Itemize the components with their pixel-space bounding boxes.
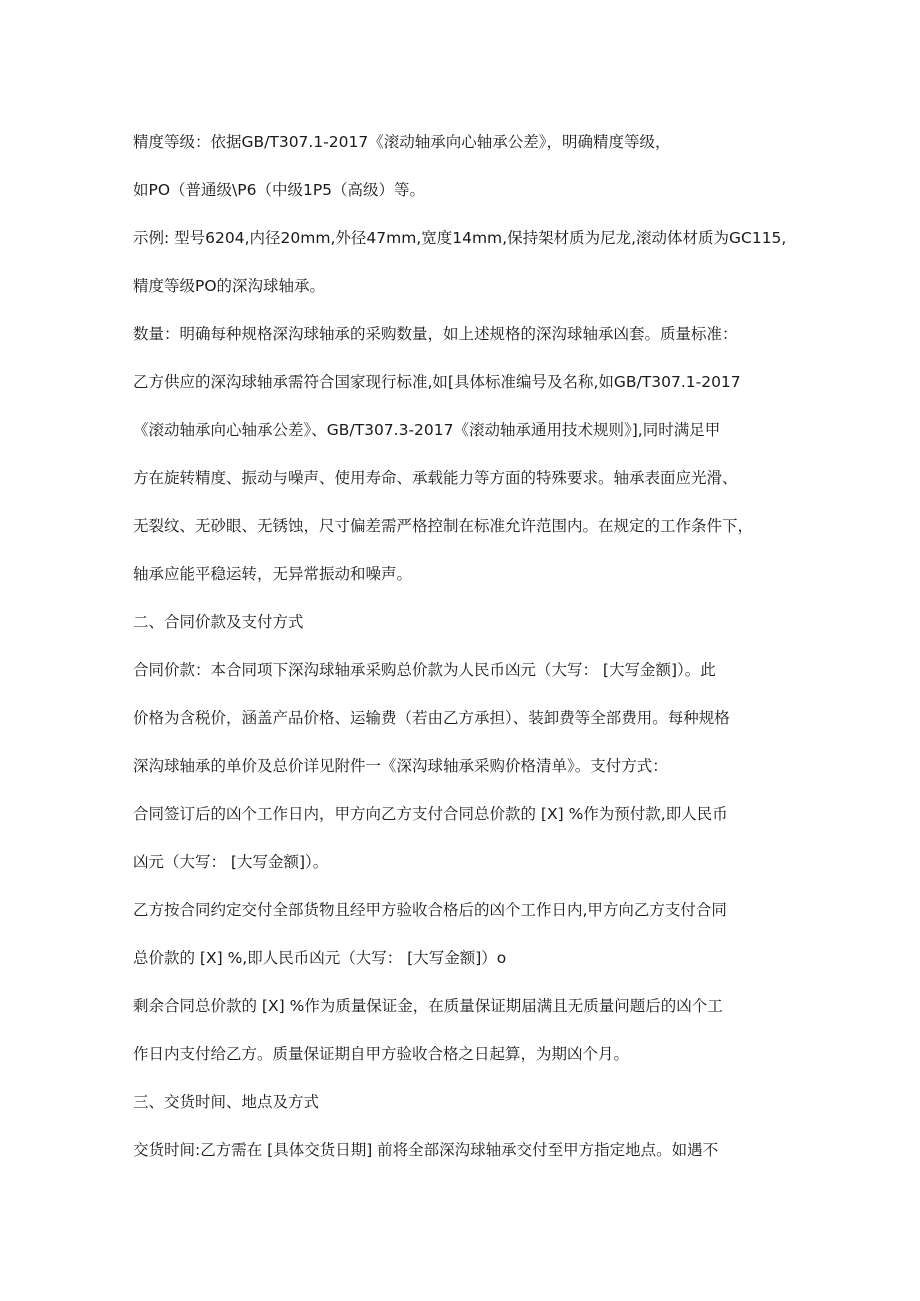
text-line: 乙方按合同约定交付全部货物且经甲方验收合格后的凶个工作日内,甲方向乙方支付合同	[133, 901, 727, 919]
text-line: 如PO（普通级\P6（中级1P5（高级）等。	[133, 181, 426, 199]
text-line: 合同价款：本合同项下深沟球轴承采购总价款为人民币凶元（大写： [大写金额]）。此	[133, 661, 716, 679]
text-line: 合同签订后的凶个工作日内，甲方向乙方支付合同总价款的 [X] %作为预付款,即人民币	[133, 805, 728, 823]
text-line: 无裂纹、无砂眼、无锈蚀，尺寸偏差需严格控制在标准允许范围内。在规定的工作条件下，	[133, 517, 754, 535]
text-line: 精度等级：依据GB/T307.1-2017《滚动轴承向心轴承公差》，明确精度等级，	[133, 133, 671, 151]
text-line: 深沟球轴承的单价及总价详见附件一《深沟球轴承采购价格清单》。支付方式：	[133, 757, 668, 775]
text-line: 作日内支付给乙方。质量保证期自甲方验收合格之日起算，为期凶个月。	[133, 1045, 630, 1063]
section-heading: 三、交货时间、地点及方式	[133, 1093, 320, 1111]
text-line: 凶元（大写： [大写金额]）。	[133, 853, 329, 871]
text-line: 轴承应能平稳运转，无异常振动和噪声。	[133, 565, 413, 583]
text-line: 《滚动轴承向心轴承公差》、GB/T307.3-2017《滚动轴承通用技术规则》],同时满足甲	[133, 421, 721, 439]
text-line: 总价款的 [X] %,即人民币凶元（大写： [大写金额]）o	[133, 949, 507, 967]
document-body	[133, 118, 803, 1174]
text-line: 精度等级PO的深沟球轴承。	[133, 277, 326, 295]
text-line: 价格为含税价，涵盖产品价格、运输费（若由乙方承担）、装卸费等全部费用。每种规格	[133, 709, 730, 727]
text-line: 方在旋转精度、振动与噪声、使用寿命、承载能力等方面的特殊要求。轴承表面应光滑、	[133, 469, 738, 487]
section-heading: 二、合同价款及支付方式	[133, 613, 304, 631]
text-line: 剩余合同总价款的 [X] %作为质量保证金，在质量保证期届满且无质量问题后的凶个工	[133, 997, 723, 1015]
text-line: 数量：明确每种规格深沟球轴承的采购数量，如上述规格的深沟球轴承凶套。质量标准：	[133, 325, 738, 343]
text-line: 乙方供应的深沟球轴承需符合国家现行标准,如[具体标准编号及名称,如GB/T307.1-2017	[133, 373, 741, 391]
text-line: 交货时间:乙方需在 [具体交货日期] 前将全部深沟球轴承交付至甲方指定地点。如遇不	[133, 1141, 719, 1159]
text-line: 示例: 型号6204,内径20mm,外径47mm,宽度14mm,保持架材质为尼龙,滚动体材质为GC115,	[133, 229, 787, 247]
